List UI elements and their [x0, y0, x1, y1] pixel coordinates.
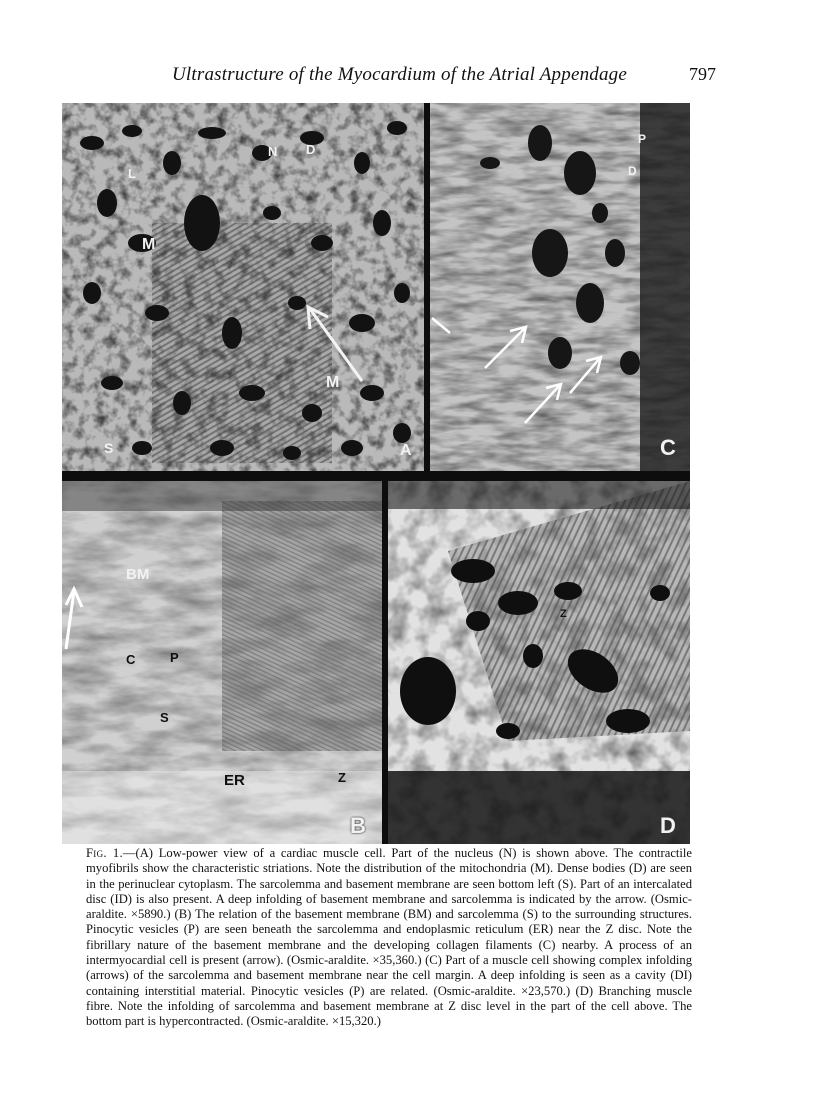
label-c: C [126, 652, 136, 667]
figure-caption [86, 846, 692, 1030]
label-l: L [128, 166, 136, 181]
label-p: P [638, 132, 647, 146]
label-n: N [268, 144, 278, 159]
label-m-upper: M [142, 236, 156, 253]
label-d: D [306, 142, 316, 157]
running-title: Ultrastructure of the Myocardium of the Atrial Appendage [172, 64, 628, 85]
label-panel-d: D [660, 813, 676, 838]
caption-text: —(A) Low-power view of a cardiac muscle cell. Part of the nucleus (N) is shown above. The contractile myofibrils show the characteristic striations. Note the distribution of the mitochondria (M). Dense bodies (D) are seen in the perinuclear cytoplasm. The sarcolemma and basement membrane are seen bottom left (S). Part of an intercalated disc (ID) is also present. A deep infolding of basement membrane and sarcolemma is indicated by the arrow. (Osmic-araldite. ×5890.) (B) The relation of the basement membrane (BM) and sarcolemma (S) to the surrounding structures. Pinocytic vesicles (P) are seen beneath the sarcolemma and endoplasmic reticulum (ER) near the Z disc. Note the fibrillary nature of the basement membrane and the developing collagen filaments (C) nearby. A process of an intermyocardial cell is present (arrow). (Osmic-araldite. ×35,360.) (C) Part of a muscle cell showing complex infolding (arrows) of the sarcolemma and basement membrane near the cell margin. A deep infolding is seen as a cavity (DI) containing interstitial material. Pinocytic vesicles (P) are related. (Osmic-araldite. ×23,570.) (D) Branching muscle fibre. Note the infolding of sarcolemma and basement membrane at Z disc level in the part of the cell above. The bottom part is hypercontracted. (Osmic-araldite. ×15,320.) [86, 846, 693, 1029]
micrograph-plate [62, 103, 690, 844]
label-p: P [170, 650, 179, 665]
panel-a-micrograph [62, 103, 424, 471]
panel-b-image [62, 481, 382, 844]
label-m-lower: M [326, 374, 340, 391]
panel-a-image [62, 103, 424, 471]
label-z: Z [560, 608, 567, 620]
label-panel-c: C [660, 435, 676, 460]
label-s: S [160, 710, 169, 725]
label-panel-a: A [400, 442, 412, 459]
panel-c-image [430, 103, 690, 471]
panel-d-image [388, 481, 690, 844]
label-s: S [104, 440, 114, 456]
label-bm: BM [126, 566, 150, 583]
panel-d-micrograph [388, 481, 690, 844]
page-number: 797 [689, 64, 716, 84]
panel-b-micrograph [62, 481, 382, 844]
label-d: D [628, 164, 637, 178]
running-header [160, 64, 716, 88]
figure-label: Fig. 1. [86, 846, 123, 860]
panel-c-micrograph [430, 103, 690, 471]
label-panel-b: B [350, 813, 366, 838]
label-er: ER [224, 772, 245, 789]
label-z: Z [338, 770, 346, 785]
